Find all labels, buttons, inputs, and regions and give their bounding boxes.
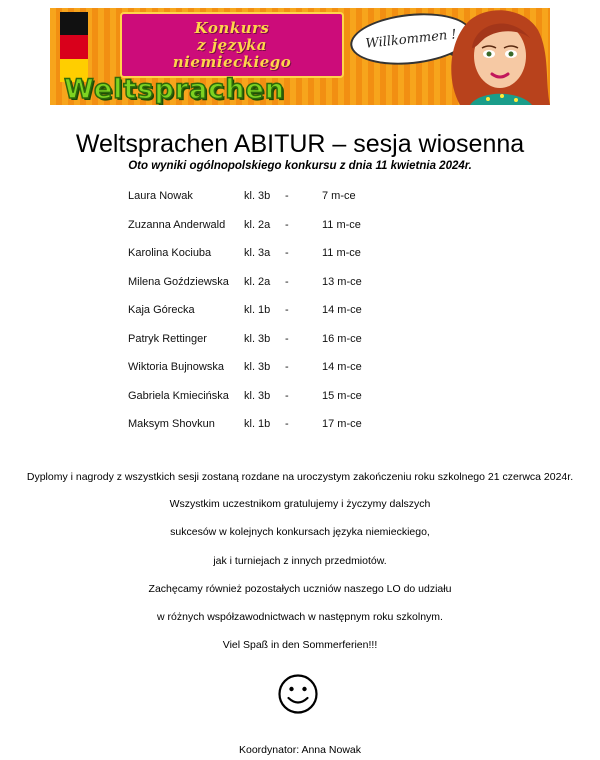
result-row <box>128 219 428 248</box>
result-row <box>128 276 428 305</box>
separator-dash: - <box>285 389 289 402</box>
result-row <box>128 361 428 390</box>
student-place: 7 m-ce <box>322 190 356 202</box>
closing-line-1: Wszystkim uczestnikom gratulujemy i życzymy dalszych <box>169 498 431 510</box>
student-name: Milena Goździewska <box>128 275 229 288</box>
student-class: kl. 3b <box>244 332 271 345</box>
result-row <box>128 247 428 276</box>
result-row <box>128 190 428 219</box>
separator-dash: - <box>285 332 289 345</box>
contest-line-2: z języka <box>196 35 268 54</box>
separator-dash: - <box>285 275 289 288</box>
student-name: Maksym Shovkun <box>128 418 215 430</box>
student-place: 14 m-ce <box>322 361 362 373</box>
student-name: Kaja Górecka <box>128 304 195 316</box>
contest-line-3: niemieckiego <box>172 52 292 71</box>
weltsprachen-logo: Weltsprachen <box>64 73 285 105</box>
student-name: Gabriela Kmiecińska <box>128 389 229 402</box>
separator-dash: - <box>285 304 289 316</box>
student-class: kl. 3a <box>244 247 271 259</box>
student-name: Patryk Rettinger <box>128 332 207 345</box>
result-row <box>128 418 428 447</box>
student-class: kl. 2a <box>244 275 271 288</box>
student-name: Karolina Kociuba <box>128 247 212 259</box>
contest-line-1: Konkurs <box>194 18 270 37</box>
student-place: 15 m-ce <box>322 389 362 402</box>
separator-dash: - <box>285 218 289 231</box>
separator-dash: - <box>285 190 289 202</box>
student-name: Wiktoria Bujnowska <box>128 361 224 373</box>
result-row <box>128 333 428 362</box>
speech-bubble-text: Willkommen ! <box>364 26 458 52</box>
student-class: kl. 1b <box>244 304 271 316</box>
student-place: 11 m-ce <box>322 218 361 231</box>
closing-line-3: jak i turniejach z innych przedmiotów. <box>213 555 387 567</box>
smiley-face-icon <box>277 673 319 715</box>
coordinator-signature: Koordynator: Anna Nowak <box>239 744 361 756</box>
student-class: kl. 3b <box>244 190 271 202</box>
result-row <box>128 390 428 419</box>
student-class: kl. 1b <box>244 418 271 430</box>
page-title: Weltsprachen ABITUR – sesja wiosenna <box>75 129 525 158</box>
student-name: Laura Nowak <box>128 190 193 202</box>
girl-illustration-icon <box>440 8 550 105</box>
student-place: 14 m-ce <box>322 304 362 316</box>
student-place: 13 m-ce <box>322 275 362 288</box>
result-row <box>128 304 428 333</box>
results-list <box>128 190 428 447</box>
diplomas-note: Dyplomy i nagrody z wszystkich sesji zostaną rozdane na uroczystym zakończeniu roku szkolnego 21 czerwca 2024r. <box>26 471 574 483</box>
separator-dash: - <box>285 247 289 259</box>
closing-line-4: Zachęcamy również pozostałych uczniów naszego LO do udziału <box>148 583 452 595</box>
closing-line-6: Viel Spaß in den Sommerferien!!! <box>222 639 378 651</box>
student-class: kl. 3b <box>244 361 271 373</box>
results-intro: Oto wyniki ogólnopolskiego konkursu z dnia 11 kwietnia 2024r. <box>128 160 472 172</box>
closing-line-5: w różnych współzawodnictwach w następnym roku szkolnym. <box>157 611 443 623</box>
student-name: Zuzanna Anderwald <box>128 218 226 231</box>
student-place: 11 m-ce <box>322 247 361 259</box>
student-class: kl. 3b <box>244 389 271 402</box>
german-flag-icon <box>60 12 88 82</box>
contest-label-box <box>120 12 344 78</box>
student-place: 17 m-ce <box>322 418 362 430</box>
student-place: 16 m-ce <box>322 332 362 345</box>
separator-dash: - <box>285 361 289 373</box>
flag-stripe-black <box>60 12 88 35</box>
header-banner <box>50 8 550 105</box>
student-class: kl. 2a <box>244 218 271 231</box>
separator-dash: - <box>285 418 289 430</box>
flag-stripe-red <box>60 35 88 58</box>
closing-line-2: sukcesów w kolejnych konkursach języka niemieckiego, <box>170 526 430 538</box>
